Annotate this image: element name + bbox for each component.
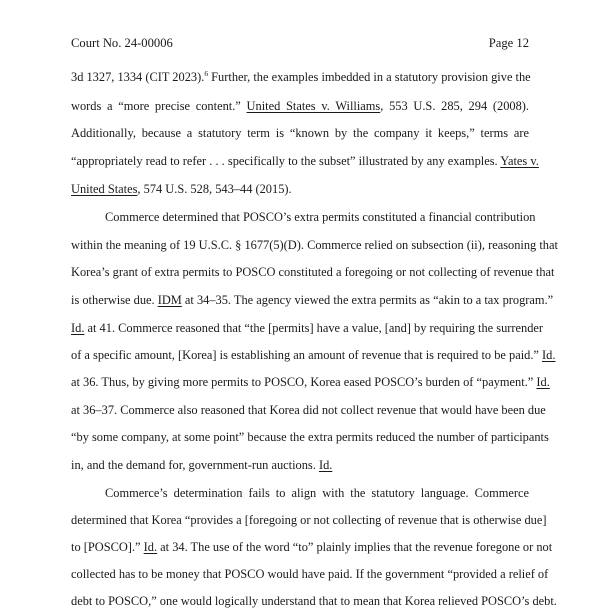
case-citation: Id.	[143, 540, 158, 554]
text-line: Id. at 41. Commerce reasoned that “the [permits] have a value, [and] by requiring the surrender	[71, 321, 544, 335]
text-line: Commerce determined that POSCO’s extra permits constituted a financial contribution	[105, 210, 536, 224]
text-line: 3d 1327, 1334 (CIT 2023).$^6$ Further, the examples imbedded in a statutory provision give the	[71, 69, 531, 84]
text-line: at 36–37. Commerce also reasoned that Korea did not collect revenue that would have been due	[71, 403, 546, 417]
text-line: “by some company, at some point” because the extra permits reduced the number of participants	[71, 430, 549, 444]
page-number: Page 12	[488, 36, 529, 50]
text-line: of a specific amount, [Korea] is establishing an amount of revenue that is required to be paid.” Id.	[71, 348, 556, 362]
court-number: Court No. 24-00006	[71, 36, 173, 50]
case-citation: Yates v.	[500, 154, 539, 168]
case-citation: Id.	[542, 348, 556, 362]
text-line: at 36. Thus, by giving more permits to POSCO, Korea eased POSCO’s burden of “payment.” Id.	[71, 375, 550, 389]
text-line: to [POSCO].” Id. at 34. The use of the word “to” plainly implies that the revenue foregone or not	[71, 540, 553, 554]
text-line: Commerce’s determination fails to align with the statutory language. Commerce	[105, 486, 529, 500]
case-citation: United States v. Williams	[246, 99, 381, 113]
text-line: is otherwise due. IDM at 34–35. The agency viewed the extra permits as “akin to a tax program.”	[71, 293, 554, 307]
text-line: Korea’s grant of extra permits to POSCO constituted a foregoing or not collecting of revenue that	[71, 265, 555, 279]
text-line: United States, 574 U.S. 528, 543–44 (2015).	[71, 182, 292, 196]
text-line: collected has to be money that POSCO would have paid. If the government “provided a relief of	[71, 567, 549, 581]
text-line: in, and the demand for, government-run auctions. Id.	[71, 458, 333, 472]
text-line: determined that Korea “provides a [foregoing or not collecting of revenue that is otherwise due]	[71, 513, 547, 527]
text-line: within the meaning of 19 U.S.C. § 1677(5)(D). Commerce relied on subsection (ii), reasoning that	[71, 238, 558, 252]
text-line: words a “more precise content.” United States v. Williams, 553 U.S. 285, 294 (2008).	[71, 99, 530, 113]
footnote-ref[interactable]: 6	[204, 69, 209, 78]
case-citation: United States	[71, 182, 138, 196]
case-citation: Id.	[71, 321, 85, 335]
text-line: debt to POSCO,” one would logically understand that to mean that Korea relieved POSCO’s debt.	[71, 594, 557, 608]
case-citation: IDM	[157, 293, 182, 307]
text-line: Additionally, because a statutory term is “known by the company it keeps,” terms are	[71, 126, 529, 140]
case-citation: Id.	[318, 458, 333, 472]
page-header	[71, 35, 529, 51]
case-citation: Id.	[536, 375, 550, 389]
text-line: “appropriately read to refer . . . specifically to the subset” illustrated by any examples. Yates v.	[71, 154, 539, 168]
